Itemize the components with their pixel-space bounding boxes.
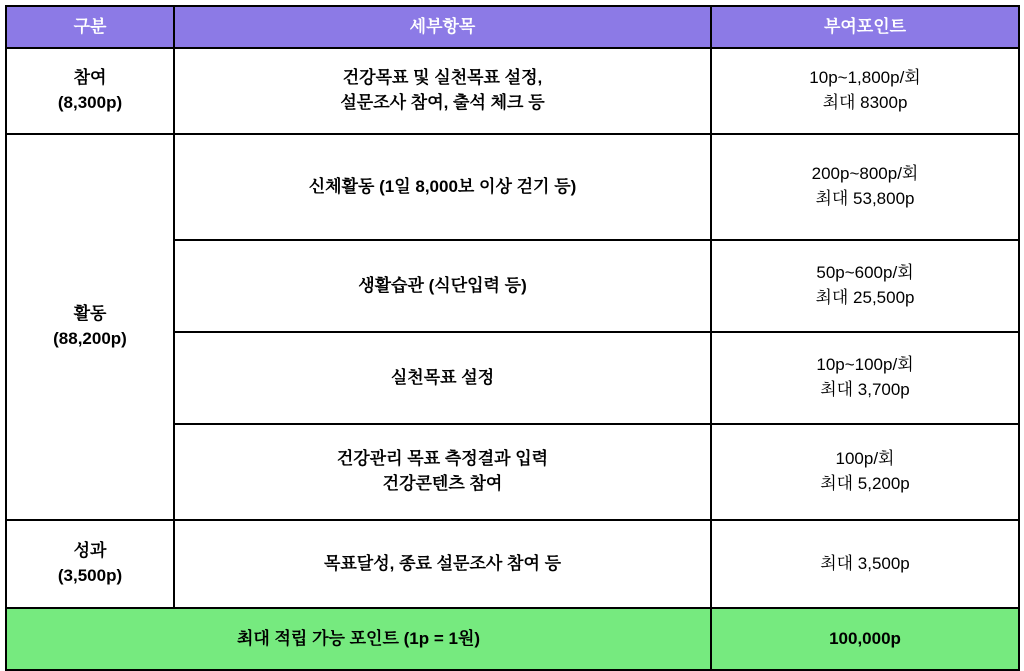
- points-cell: [711, 48, 1019, 134]
- detail-cell: [174, 48, 711, 134]
- category-points: (3,500p): [57, 566, 123, 585]
- column-header-detail: 세부항목: [174, 6, 711, 48]
- points-cell: [711, 424, 1019, 520]
- category-name: 참여: [73, 68, 107, 88]
- category-points: (8,300p): [57, 93, 123, 112]
- detail-line: 목표달성, 종료 설문조사 참여 등: [323, 553, 562, 573]
- column-header-points: 부여포인트: [711, 6, 1019, 48]
- points-cell: [711, 520, 1019, 608]
- category-name: 활동: [73, 304, 107, 324]
- detail-line: 실천목표 설정: [390, 367, 495, 387]
- detail-cell: [174, 134, 711, 240]
- document-sheet: [0, 5, 1024, 648]
- total-row: [6, 608, 1019, 670]
- points-cell: [711, 240, 1019, 332]
- detail-line: 건강목표 및 실천목표 설정,: [342, 68, 543, 88]
- detail-cell: [174, 520, 711, 608]
- total-label: 최대 적립 가능 포인트 (1p = 1원): [6, 608, 711, 670]
- points-line: 최대 3,500p: [820, 553, 910, 573]
- points-line: 최대 3,700p: [820, 380, 910, 399]
- detail-line: 건강콘텐츠 참여: [382, 474, 503, 493]
- detail-line: 신체활동 (1일 8,000보 이상 걷기 등): [308, 176, 577, 196]
- points-table: [5, 5, 1020, 671]
- points-line: 최대 5,200p: [820, 474, 910, 493]
- points-cell: [711, 332, 1019, 424]
- table-body: [6, 48, 1019, 670]
- table-row: [6, 134, 1019, 240]
- points-line: 50p~600p/회: [816, 263, 914, 283]
- detail-line: 설문조사 참여, 출석 체크 등: [340, 93, 545, 112]
- detail-cell: [174, 240, 711, 332]
- column-header-category: 구분: [6, 6, 174, 48]
- table-row: [6, 48, 1019, 134]
- detail-cell: [174, 332, 711, 424]
- detail-cell: [174, 424, 711, 520]
- total-value: 100,000p: [711, 608, 1019, 670]
- points-line: 100p/회: [835, 449, 895, 469]
- category-cell-participation: [6, 48, 174, 134]
- points-line: 10p~1,800p/회: [809, 68, 921, 88]
- points-line: 10p~100p/회: [816, 355, 914, 375]
- detail-line: 건강관리 목표 측정결과 입력: [336, 449, 549, 469]
- points-cell: [711, 134, 1019, 240]
- points-line: 200p~800p/회: [811, 164, 919, 184]
- points-line: 최대 8300p: [822, 93, 908, 112]
- table-row: [6, 520, 1019, 608]
- points-line: 최대 53,800p: [815, 189, 915, 208]
- detail-line: 생활습관 (식단입력 등): [358, 275, 527, 295]
- table-header-row: [6, 6, 1019, 48]
- table-header: [6, 6, 1019, 48]
- category-points: (88,200p): [53, 329, 127, 348]
- category-cell-outcome: [6, 520, 174, 608]
- points-line: 최대 25,500p: [815, 288, 915, 307]
- category-cell-activity: [6, 134, 174, 520]
- category-name: 성과: [73, 541, 107, 561]
